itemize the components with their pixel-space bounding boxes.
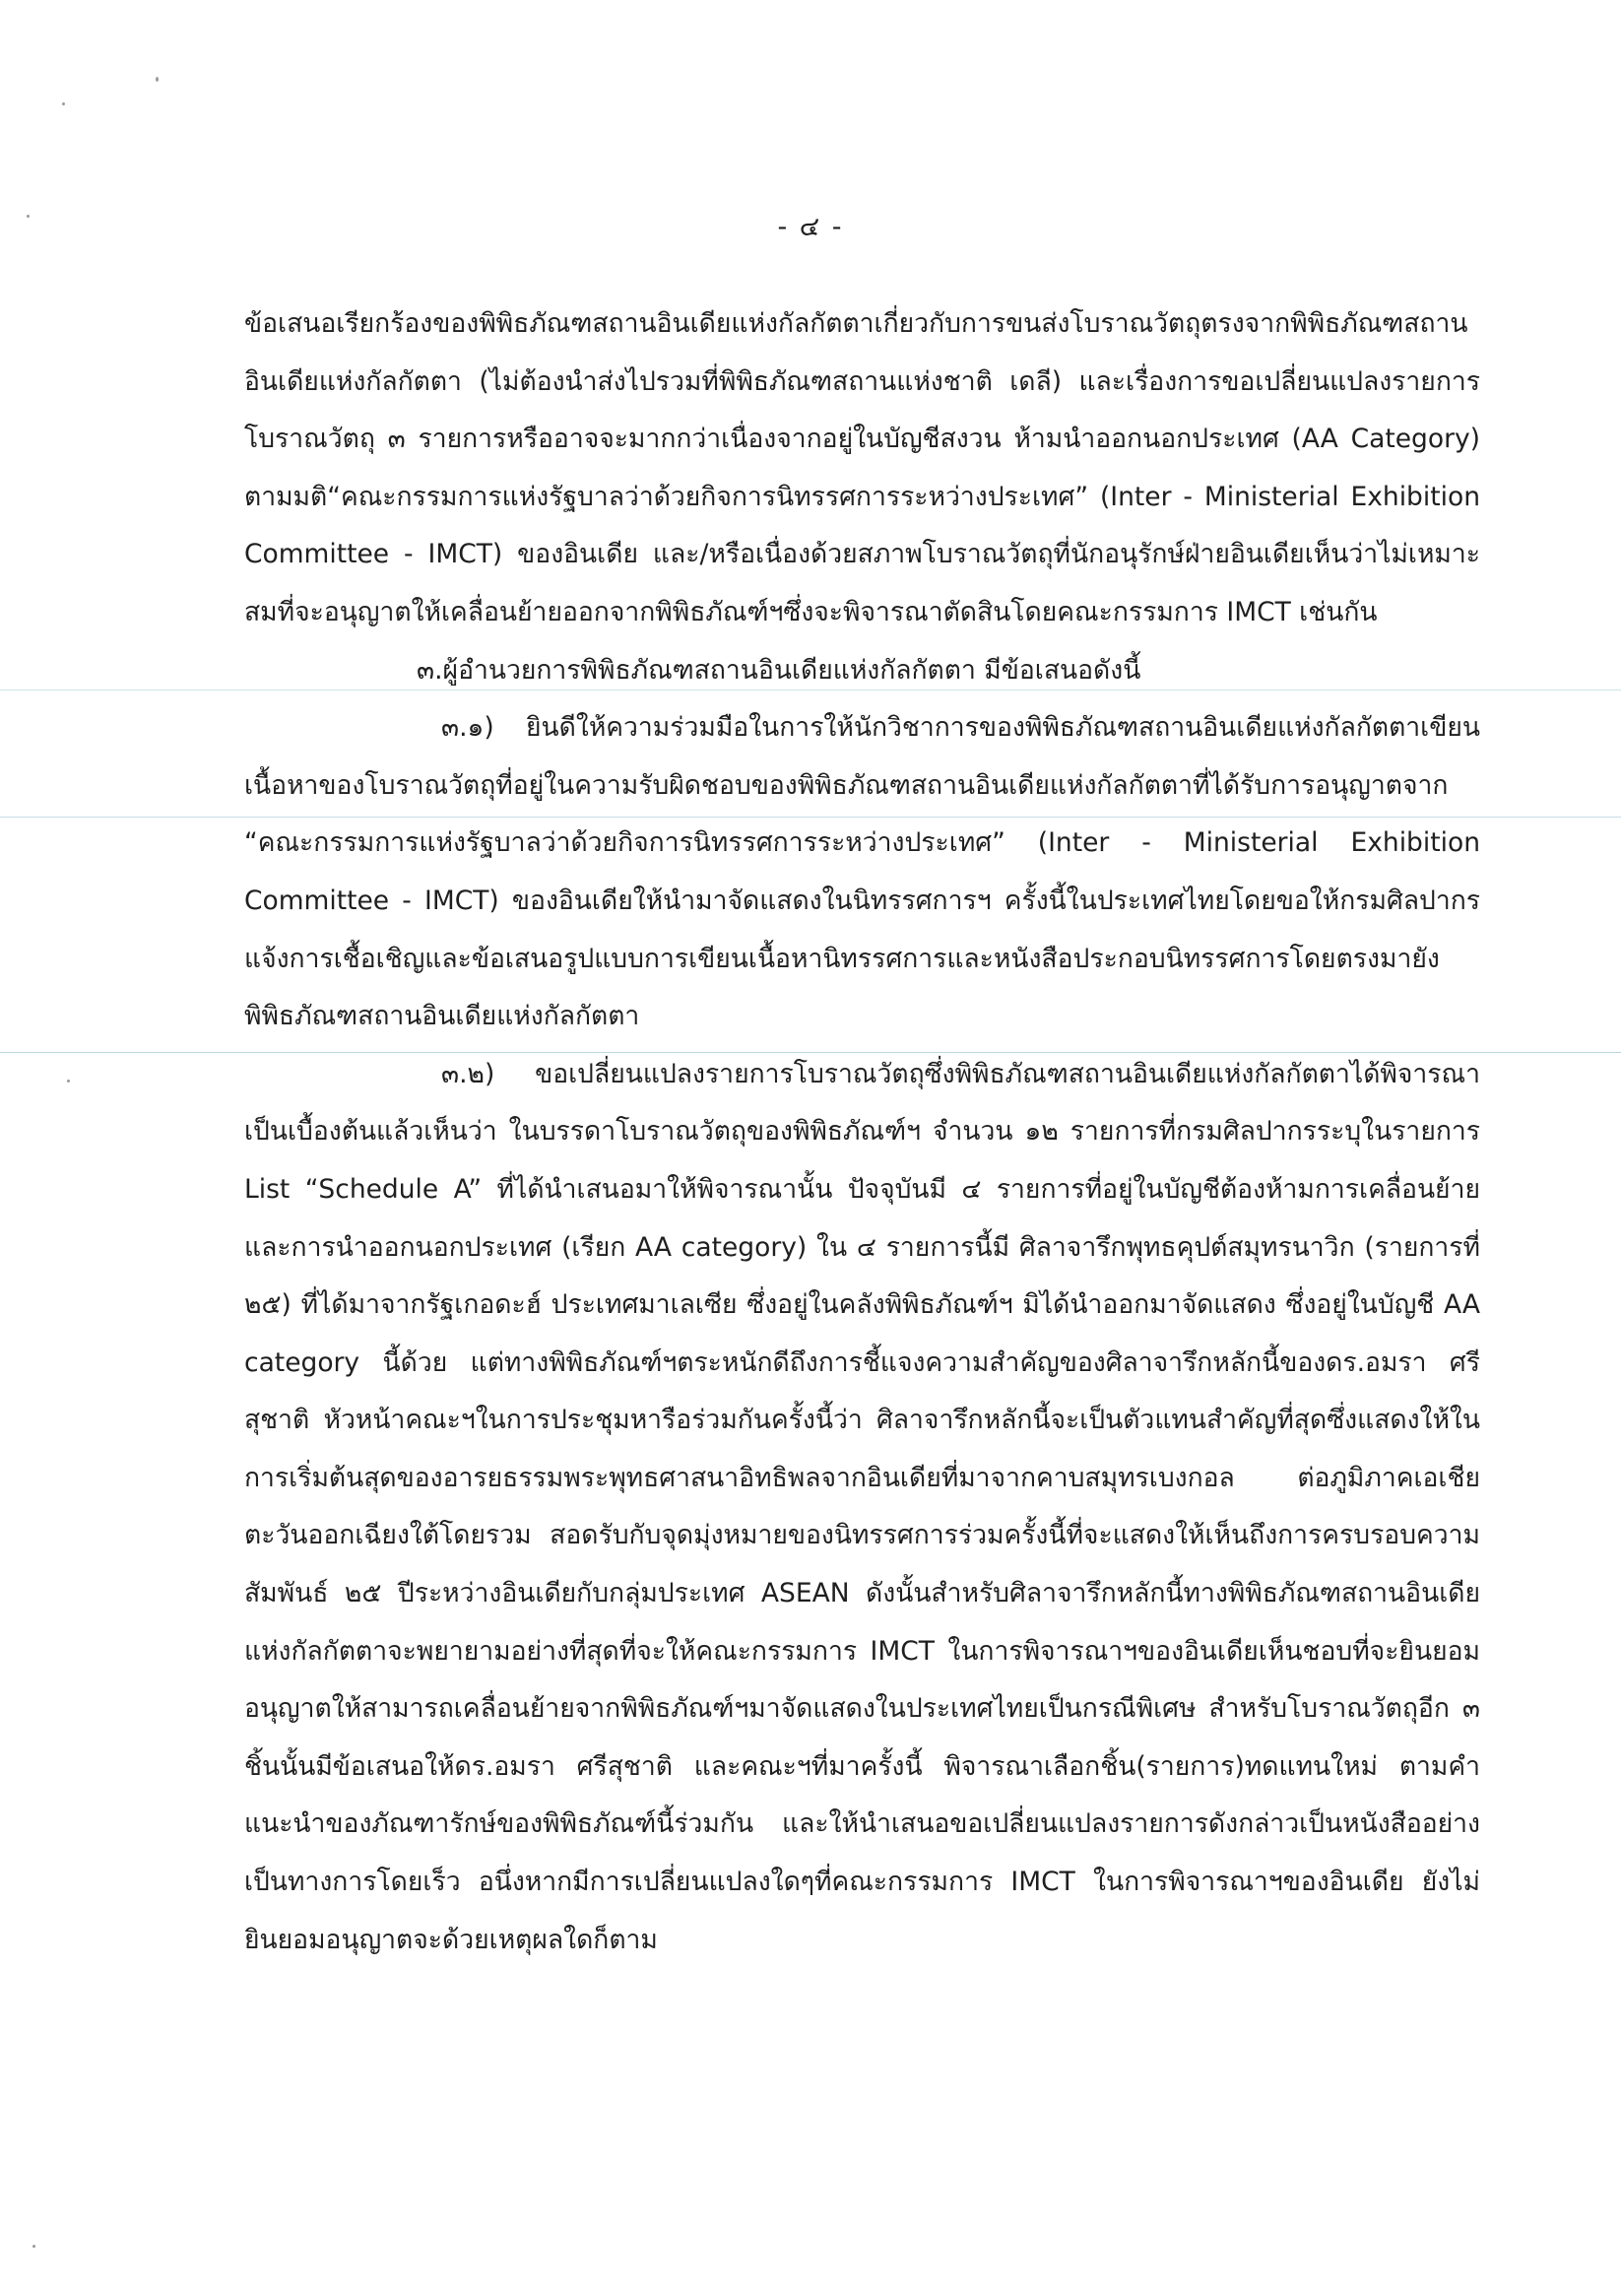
paragraph-item-3-1: ๓.๑) ยินดีให้ความร่วมมือในการให้นักวิชาการของพิพิธภัณฑสถานอินเดียแห่งกัลกัตตาเขียนเนื้อหาของโบราณวัตถุที่อยู่ในความรับผิดชอบของพิพิธภัณฑสถานอินเดียแห่งกัลกัตตาที่ได้รับการอนุญาตจาก “คณะกรรมการแห่งรัฐบาลว่าด้วยกิจการนิทรรศการระหว่างประเทศ” (Inter - Ministerial Exhibition Committee - IMCT) ของอินเดียให้นำมาจัดแสดงในนิทรรศการฯ ครั้งนี้ในประเทศไทยโดยขอให้กรมศิลปากรแจ้งการเชื้อเชิญและข้อเสนอรูปแบบการเขียนเนื้อหานิทรรศการและหนังสือประกอบนิทรรศการโดยตรงมายังพิพิธภัณฑสถานอินเดียแห่งกัลกัตตา <box>244 712 1480 1032</box>
scan-speck <box>62 102 65 105</box>
paragraph-section-3: ๓.ผู้อำนวยการพิพิธภัณฑสถานอินเดียแห่งกัลกัตตา มีข้อเสนอดังนี้ <box>417 654 1141 686</box>
scan-speck <box>156 77 159 82</box>
document-body <box>244 295 1480 1969</box>
page-number: - ๔ - <box>777 212 844 242</box>
scan-speck <box>32 2245 35 2248</box>
paragraph-item-3-2: ๓.๒) ขอเปลี่ยนแปลงรายการโบราณวัตถุซึ่งพิพิธภัณฑสถานอินเดียแห่งกัลกัตตาได้พิจารณาเป็นเบื้องต้นแล้วเห็นว่า ในบรรดาโบราณวัตถุของพิพิธภัณฑ์ฯ จำนวน ๑๒ รายการที่กรมศิลปากรระบุในรายการ List “Schedule A” ที่ได้นำเสนอมาให้พิจารณานั้น ปัจจุบันมี ๔ รายการที่อยู่ในบัญชีต้องห้ามการเคลื่อนย้ายและการนำออกนอกประเทศ (เรียก AA category) ใน ๔ รายการนี้มี ศิลาจารึกพุทธคุปต์สมุทรนาวิก (รายการที่ ๒๕) ที่ได้มาจากรัฐเกอดะฮ์ ประเทศมาเลเซีย ซึ่งอยู่ในคลังพิพิธภัณฑ์ฯ มิได้นำออกมาจัดแสดง ซึ่งอยู่ในบัญชี AA category นี้ด้วย แต่ทางพิพิธภัณฑ์ฯตระหนักดีถึงการชี้แจงความสำคัญของศิลาจารึกหลักนี้ของดร.อมรา ศรีสุชาติ หัวหน้าคณะฯในการประชุมหารือร่วมกันครั้งนี้ว่า ศิลาจารึกหลักนี้จะเป็นตัวแทนสำคัญที่สุดซึ่งแสดงให้ในการเริ่มต้นสุดของอารยธรรมพระพุทธศาสนาอิทธิพลจากอินเดียที่มาจากคาบสมุทรเบงกอล ต่อภูมิภาคเอเชียตะวันออกเฉียงใต้โดยรวม สอดรับกับจุดมุ่งหมายของนิทรรศการร่วมครั้งนี้ที่จะแสดงให้เห็นถึงการครบรอบความสัมพันธ์ ๒๕ ปีระหว่างอินเดียกับกลุ่มประเทศ ASEAN ดังนั้นสำหรับศิลาจารึกหลักนี้ทางพิพิธภัณฑสถานอินเดียแห่งกัลกัตตาจะพยายามอย่างที่สุดที่จะให้คณะกรรมการ IMCT ในการพิจารณาฯของอินเดียเห็นชอบที่จะยินยอมอนุญาตให้สามารถเคลื่อนย้ายจากพิพิธภัณฑ์ฯมาจัดแสดงในประเทศไทยเป็นกรณีพิเศษ สำหรับโบราณวัตถุอีก ๓ ชิ้นนั้นมีข้อเสนอให้ดร.อมรา ศรีสุชาติ และคณะฯที่มาครั้งนี้ พิจารณาเลือกชิ้น(รายการ)ทดแทนใหม่ ตามคำแนะนำของภัณฑารักษ์ของพิพิธภัณฑ์นี้ร่วมกัน และให้นำเสนอขอเปลี่ยนแปลงรายการดังกล่าวเป็นหนังสืออย่างเป็นทางการโดยเร็ว อนึ่งหากมีการเปลี่ยนแปลงใดๆที่คณะกรรมการ IMCT ในการพิจารณาฯของอินเดีย ยังไม่ยินยอมอนุญาตจะด้วยเหตุผลใดก็ตาม <box>244 1058 1480 1955</box>
scan-speck <box>67 1080 70 1082</box>
paragraph-intro: ข้อเสนอเรียกร้องของพิพิธภัณฑสถานอินเดียแห่งกัลกัตตาเกี่ยวกับการขนส่งโบราณวัตถุตรงจากพิพิธภัณฑสถานอินเดียแห่งกัลกัตตา (ไม่ต้องนำส่งไปรวมที่พิพิธภัณฑสถานแห่งชาติ เดลี) และเรื่องการขอเปลี่ยนแปลงรายการโบราณวัตถุ ๓ รายการหรืออาจจะมากกว่าเนื่องจากอยู่ในบัญชีสงวน ห้ามนำออกนอกประเทศ (AA Category) ตามมติ“คณะกรรมการแห่งรัฐบาลว่าด้วยกิจการนิทรรศการระหว่างประเทศ” (Inter - Ministerial Exhibition Committee - IMCT) ของอินเดีย และ/หรือเนื่องด้วยสภาพโบราณวัตถุที่นักอนุรักษ์ฝ่ายอินเดียเห็นว่าไม่เหมาะสมที่จะอนุญาตให้เคลื่อนย้ายออกจากพิพิธภัณฑ์ฯซึ่งจะพิจารณาตัดสินโดยคณะกรรมการ IMCT เช่นกัน <box>244 308 1480 627</box>
